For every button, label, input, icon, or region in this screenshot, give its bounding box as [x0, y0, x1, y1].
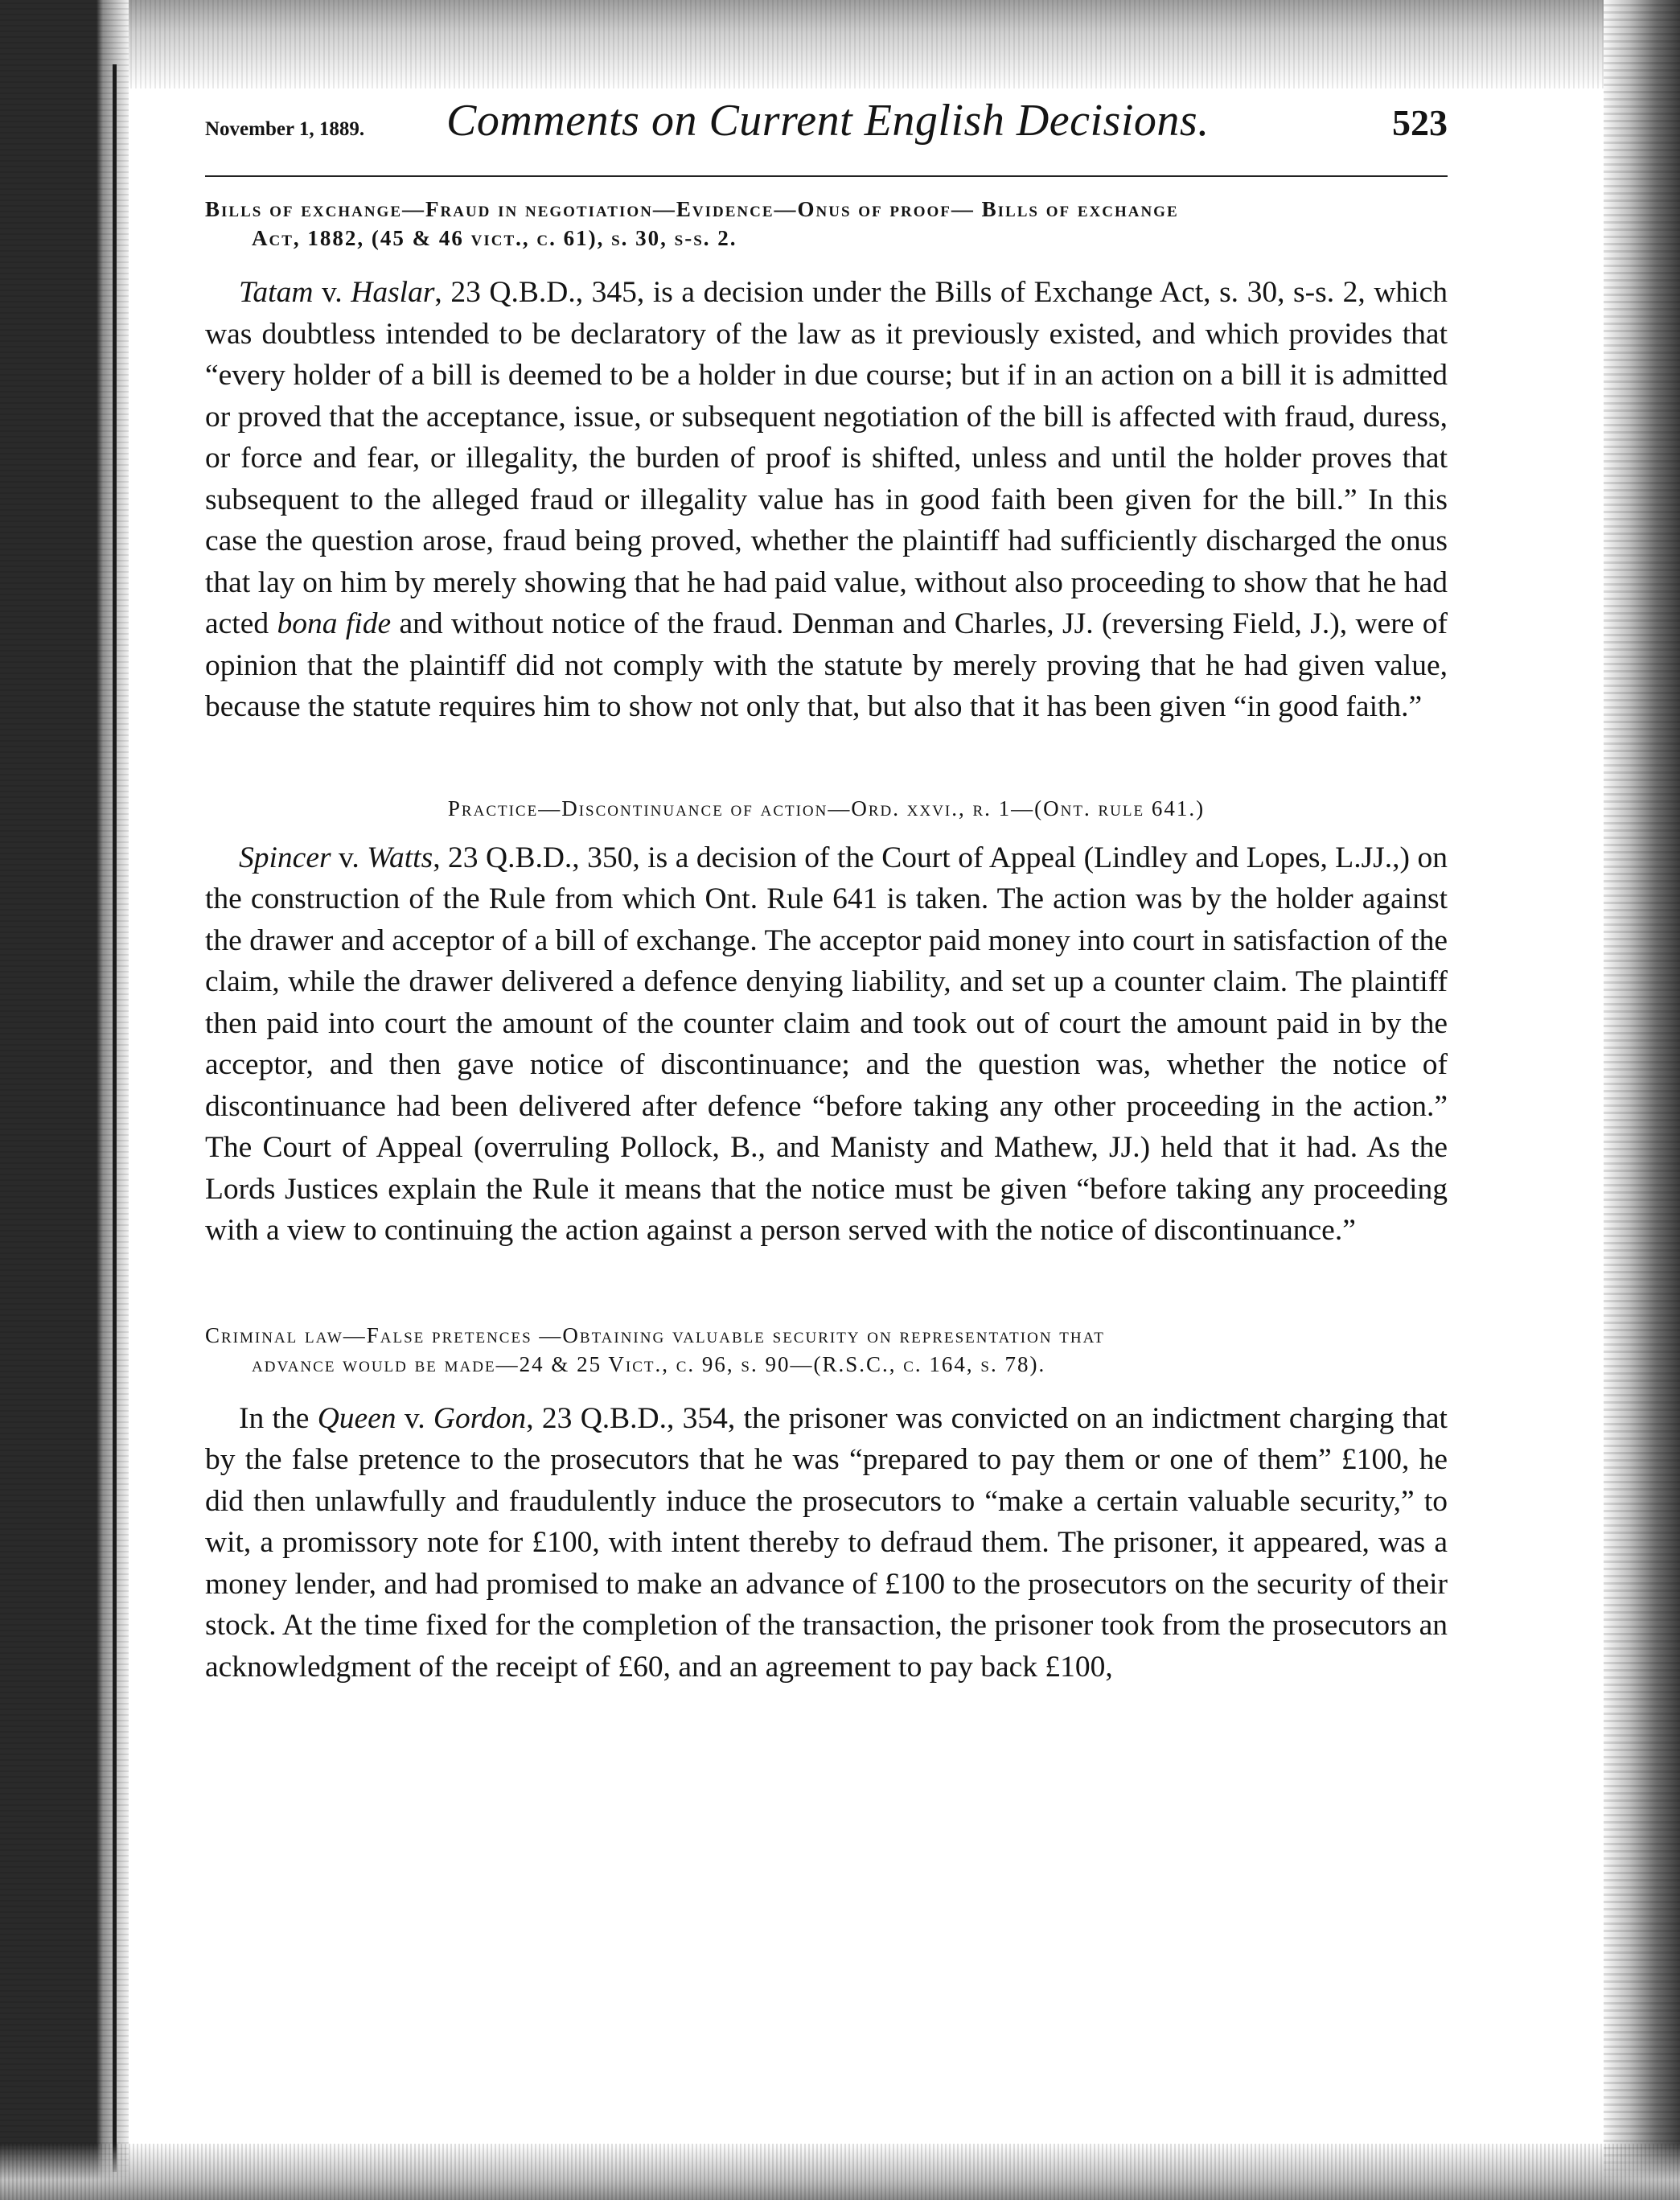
paragraph-queen-v-gordon: [205, 1398, 1448, 1688]
heading-line: advance would be made—24 & 25 Vict., c. 96, s. 90—(R.S.C., c. 164, s. 78).: [252, 1351, 1046, 1376]
paragraph-tatam-v-haslar: [205, 272, 1448, 728]
paragraph-text: , 23 Q.B.D., 350, is a decision of the Court of Appeal (Lindley and Lopes, L.JJ.,) on the construction of the Rule from which Ont. Rule 641 is taken. The action was by the holder against the drawer and acceptor of a bill of exchange. The acceptor paid money into court in satisfaction of the claim, while the drawer delivered a defence denying liability, and set up a counter claim. The plaintiff then paid into court the amount of the counter claim and took out of court the amount paid in by the acceptor, and then gave notice of discontinuance; and the question was, whether the notice of discontinuance had been delivered after defence “before taking any other proceeding in the action.” The Court of Appeal (overruling Pollock, B., and Manisty and Mathew, JJ.) held that it had. As the Lords Justices explain the Rule it means that the notice must be given “before taking any proceeding with a view to continuing the action against a person served with the notice of discontinuance.”: [205, 841, 1448, 1247]
paragraph-lead: In the: [239, 1401, 318, 1435]
page: [205, 95, 1448, 1688]
case-party: Gordon: [433, 1401, 527, 1435]
case-versus: v.: [331, 841, 368, 874]
case-versus: v.: [313, 276, 351, 309]
case-party: Watts: [367, 841, 433, 874]
heading-line: Act, 1882, (45 & 46 vict., c. 61), s. 30, s-s. 2.: [252, 226, 737, 250]
section-heading-bills-of-exchange: [205, 195, 1448, 253]
header-date: November 1, 1889.: [205, 118, 365, 140]
paragraph-text: , 23 Q.B.D., 345, is a decision under the Bills of Exchange Act, s. 30, s-s. 2, which was doubtless intended to be declaratory of the law as it previously existed, and which provides that “every holder of a bill is deemed to be a holder in due course; but if in an action on a bill it is admitted or proved that the acceptance, issue, or subsequent negotiation of the bill is affected with fraud, duress, or force and fear, or illegality, the burden of proof is shifted, unless and until the holder proves that subsequent to the alleged fraud or illegality value has in good faith been given for the bill.” In this case the question arose, fraud being proved, whether the plaintiff had sufficiently discharged the onus that lay on him by merely showing that he had paid value, without also proceeding to show that he had acted: [205, 276, 1448, 640]
scan-shadow-top: [0, 0, 1680, 88]
case-party: Queen: [317, 1401, 396, 1435]
header-rule: [205, 175, 1448, 177]
running-head: [205, 95, 1448, 153]
paragraph-text: and without notice of the fraud. Denman and Charles, JJ. (reversing Field, J.), were of opinion that the plaintiff did not comply with the statute by merely proving that he had given value, because the statute requires him to show not only that, but also that it has been given “in good faith.”: [205, 607, 1448, 723]
case-party: Tatam: [239, 276, 314, 309]
scan-shadow-right: [1604, 0, 1680, 2200]
page-number: 523: [1392, 102, 1448, 143]
scan-shadow-left: [0, 0, 129, 2200]
case-versus: v.: [396, 1401, 433, 1435]
italic-phrase: bona fide: [277, 607, 392, 640]
case-party: Spincer: [239, 841, 331, 874]
scan-shadow-bottom: [0, 2144, 1680, 2200]
heading-line: Criminal law—False pretences —Obtaining valuable security on representation that: [205, 1322, 1105, 1347]
case-party: Haslar: [351, 276, 435, 309]
section-heading-practice: [205, 794, 1448, 823]
section-heading-criminal-law: [205, 1321, 1448, 1379]
paragraph-text: , 23 Q.B.D., 354, the prisoner was convicted on an indictment charging that by the false pretence to the prosecutors that he was “prepared to pay them or one of them” £100, he did then unlawfully and fraudulently induce the prosecutors to “make a certain valuable security,” to wit, a promissory note for £100, with intent thereby to defraud them. The prisoner, it appeared, was a money lender, and had promised to make an advance of £100 to the prosecutors on the security of their stock. At the time fixed for the completion of the transaction, the prisoner took from the prosecutors an acknowledgment of the receipt of £60, and an agreement to pay back £100,: [205, 1401, 1448, 1684]
heading-line: Practice—Discontinuance of action—Ord. xxvi., r. 1—(Ont. rule 641.): [447, 796, 1206, 820]
scan-binding-line: [113, 64, 117, 2172]
header-title: Comments on Current English Decisions.: [446, 96, 1210, 146]
paragraph-spincer-v-watts: [205, 837, 1448, 1252]
heading-line: Bills of exchange—Fraud in negotiation—Evidence—Onus of proof— Bills of exchange: [205, 197, 1179, 221]
